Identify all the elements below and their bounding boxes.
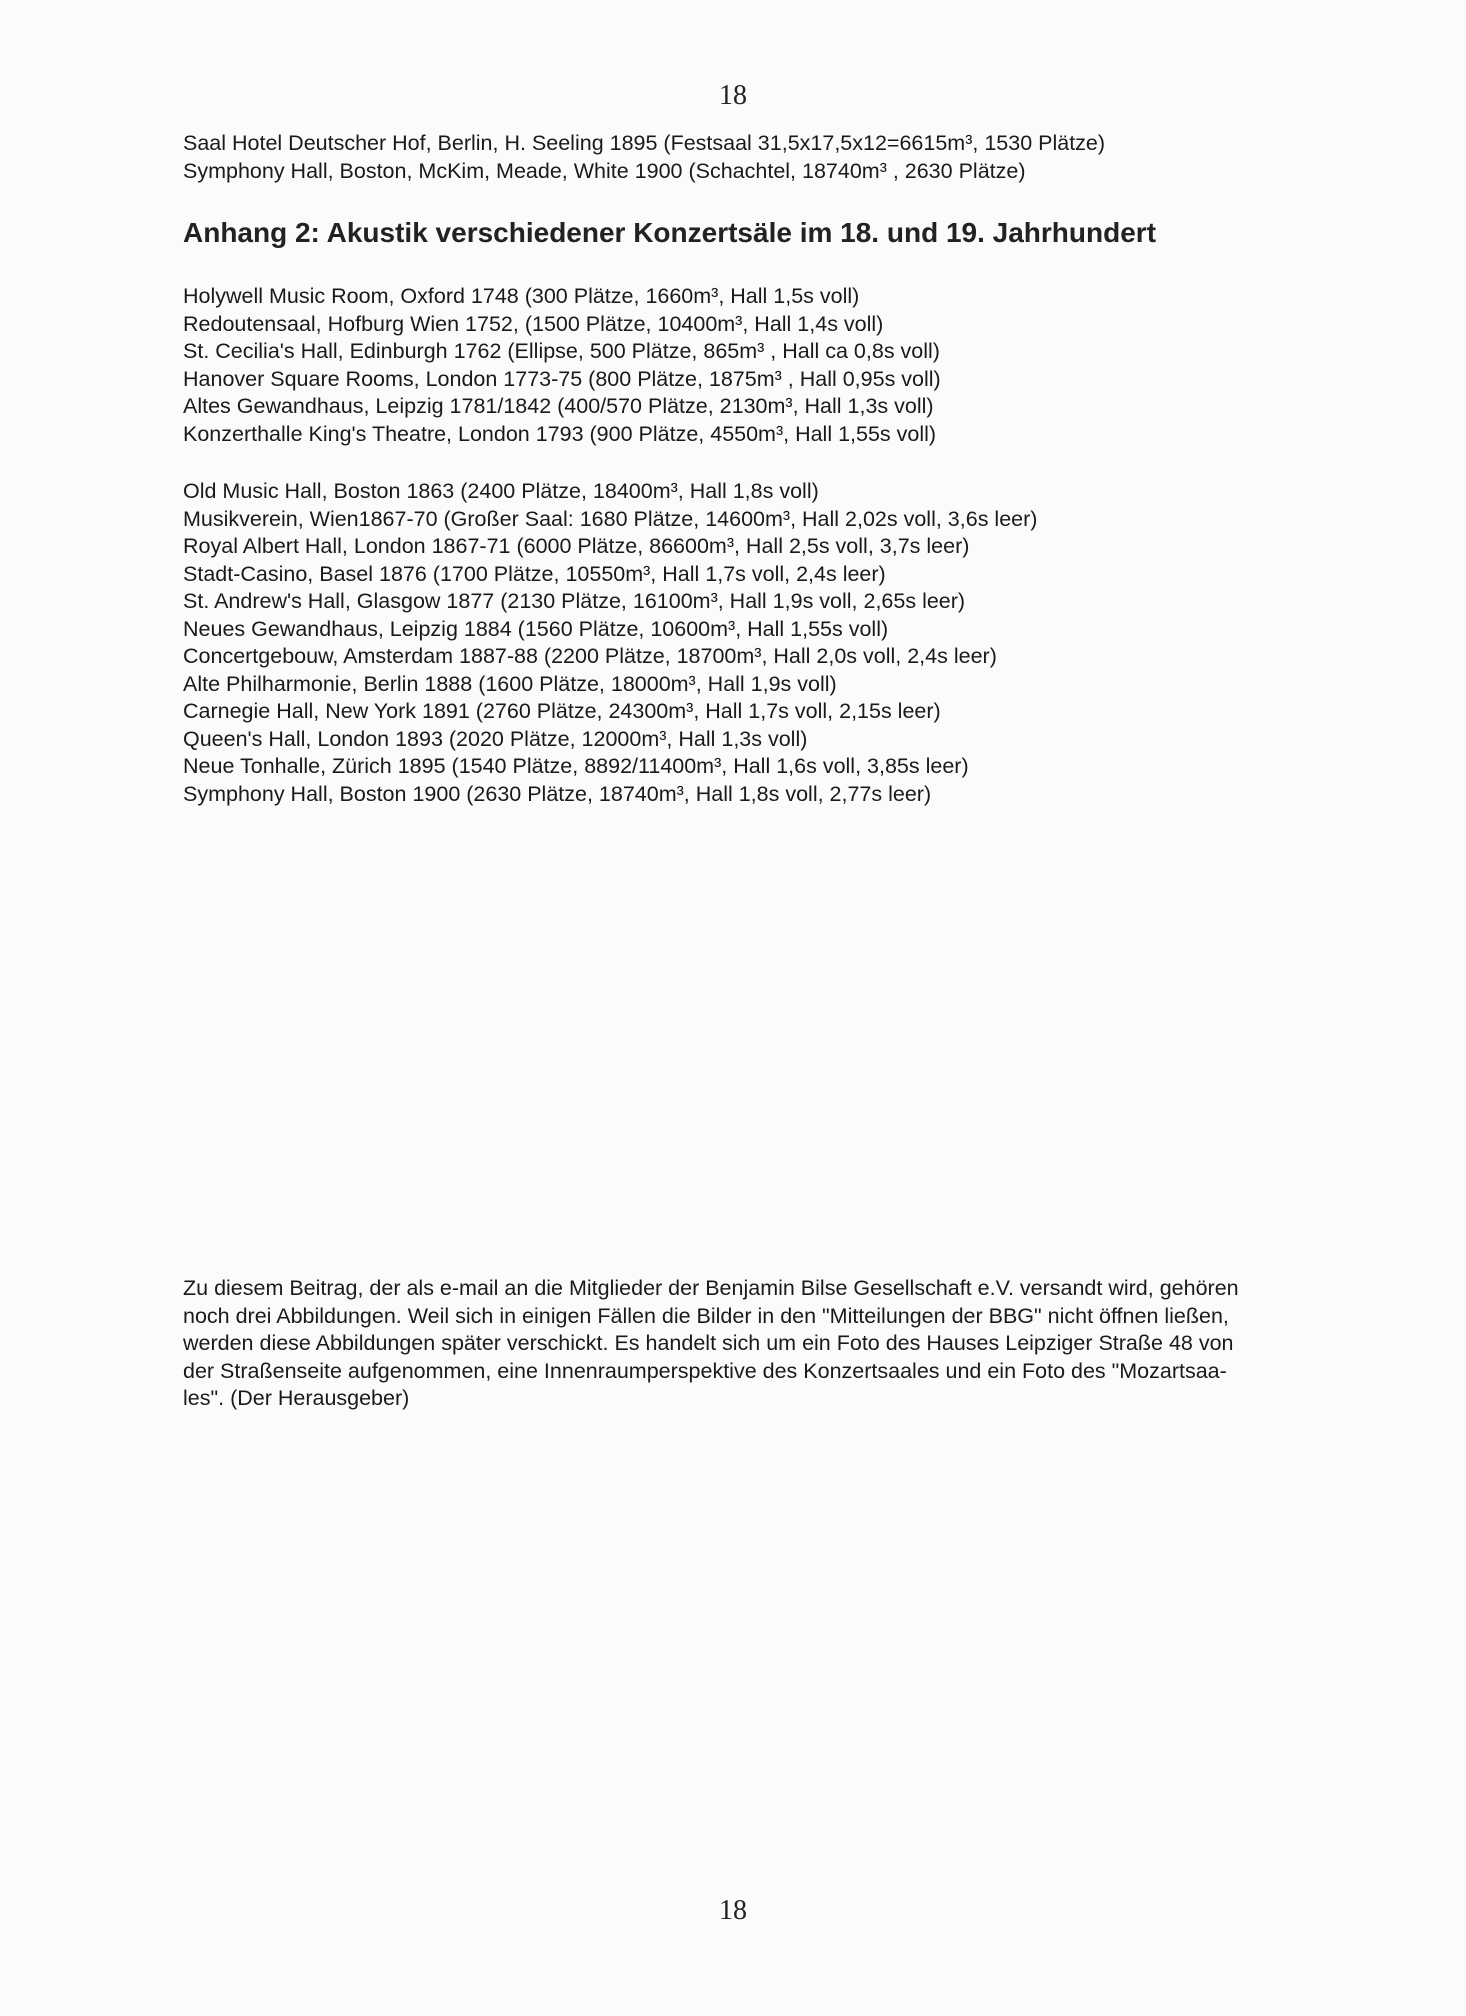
list-item: Symphony Hall, Boston 1900 (2630 Plätze, 18740m³, Hall 1,8s voll, 2,77s leer) [183,781,932,806]
page-number-top: 18 [719,80,747,111]
list-item: St. Andrew's Hall, Glasgow 1877 (2130 Plätze, 16100m³, Hall 1,9s voll, 2,65s leer) [183,589,966,613]
list-item: St. Cecilia's Hall, Edinburgh 1762 (Ellipse, 500 Plätze, 865m³ , Hall ca 0,8s voll) [183,339,940,363]
intro-line: Symphony Hall, Boston, McKim, Meade, White 1900 (Schachtel, 18740m³ , 2630 Plätze) [183,158,1026,183]
section-heading: Anhang 2: Akustik verschiedener Konzertsäle im 18. und 19. Jahrhundert [183,217,1157,248]
list-item: Carnegie Hall, New York 1891 (2760 Plätze, 24300m³, Hall 1,7s voll, 2,15s leer) [183,699,941,723]
note-line: der Straßenseite aufgenommen, eine Innenraumperspektive des Konzertsaales und ein Foto des "Mozartsaa- [183,1358,1227,1383]
list-item: Royal Albert Hall, London 1867-71 (6000 Plätze, 86600m³, Hall 2,5s voll, 3,7s leer) [183,534,970,558]
list-item: Musikverein, Wien1867-70 (Großer Saal: 1680 Plätze, 14600m³, Hall 2,02s voll, 3,6s leer) [183,506,1038,531]
note-line: noch drei Abbildungen. Weil sich in einigen Fällen die Bilder in den "Mitteilungen der BBG" nicht öffnen ließen, [183,1303,1229,1328]
list-item: Neues Gewandhaus, Leipzig 1884 (1560 Plätze, 10600m³, Hall 1,55s voll) [183,616,889,641]
intro-lines [183,130,1303,185]
note-line: werden diese Abbildungen später verschickt. Es handelt sich um ein Foto des Hauses Leipziger Straße 48 von [183,1331,1234,1355]
halls-18th-century-list [183,283,1303,448]
list-item: Queen's Hall, London 1893 (2020 Plätze, 12000m³, Hall 1,3s voll) [183,726,808,751]
note-line: les". (Der Herausgeber) [183,1386,410,1410]
list-item: Concertgebouw, Amsterdam 1887-88 (2200 Plätze, 18700m³, Hall 2,0s voll, 2,4s leer) [183,644,997,668]
list-item: Hanover Square Rooms, London 1773-75 (800 Plätze, 1875m³ , Hall 0,95s voll) [183,366,941,391]
list-item: Alte Philharmonie, Berlin 1888 (1600 Plätze, 18000m³, Hall 1,9s voll) [183,671,837,696]
list-item: Stadt-Casino, Basel 1876 (1700 Plätze, 10550m³, Hall 1,7s voll, 2,4s leer) [183,561,886,586]
intro-line: Saal Hotel Deutscher Hof, Berlin, H. Seeling 1895 (Festsaal 31,5x17,5x12=6615m³, 1530 Plätze) [183,131,1106,155]
list-item: Altes Gewandhaus, Leipzig 1781/1842 (400/570 Plätze, 2130m³, Hall 1,3s voll) [183,394,934,418]
list-item: Redoutensaal, Hofburg Wien 1752, (1500 Plätze, 10400m³, Hall 1,4s voll) [183,311,884,336]
editor-note [183,1275,1293,1413]
list-item: Holywell Music Room, Oxford 1748 (300 Plätze, 1660m³, Hall 1,5s voll) [183,284,860,308]
list-item: Konzerthalle King's Theatre, London 1793 (900 Plätze, 4550m³, Hall 1,55s voll) [183,421,937,446]
halls-19th-century-list [183,478,1303,808]
page-number-bottom: 18 [719,1895,747,1926]
list-item: Neue Tonhalle, Zürich 1895 (1540 Plätze, 8892/11400m³, Hall 1,6s voll, 3,85s leer) [183,754,969,778]
list-item: Old Music Hall, Boston 1863 (2400 Plätze, 18400m³, Hall 1,8s voll) [183,479,819,503]
note-line: Zu diesem Beitrag, der als e-mail an die Mitglieder der Benjamin Bilse Gesellschaft e.V. versandt wird, gehören [183,1276,1239,1300]
